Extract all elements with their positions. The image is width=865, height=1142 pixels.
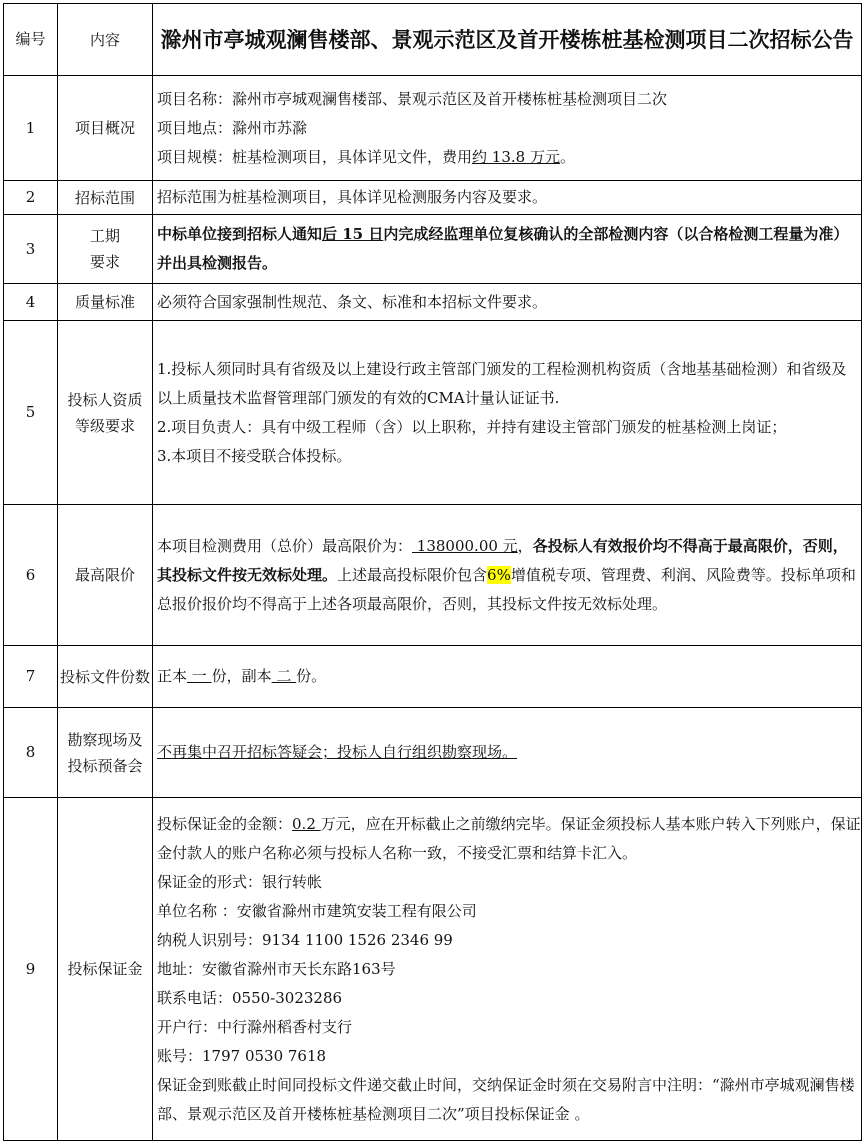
- header-content: 内容: [58, 4, 153, 76]
- table-row-2: [4, 181, 862, 215]
- bond-account: 账号：1797 0530 7618: [157, 1046, 327, 1065]
- table-row-9: [4, 798, 862, 1141]
- max-price: 138000.00 元: [412, 536, 518, 555]
- row-label: 招标范围: [58, 181, 153, 215]
- quality-standard: 必须符合国家强制性规范、条文、标准和本招标文件要求。: [153, 284, 862, 321]
- tax-rate-highlight: 6%: [487, 565, 511, 584]
- project-name: 项目名称：滁州市亭城观澜售楼部、景观示范区及首开楼栋桩基检测项目二次: [157, 89, 668, 108]
- row-number: 4: [4, 284, 58, 321]
- bond-phone: 联系电话：0550-3023286: [157, 988, 343, 1007]
- row-label: 勘察现场及 投标预备会: [58, 708, 153, 798]
- row-label: 最高限价: [58, 505, 153, 646]
- table-row-3: [4, 215, 862, 284]
- bid-bond: [153, 798, 862, 1141]
- table-row-5: [4, 321, 862, 505]
- table-row-4: [4, 284, 862, 321]
- row-label: 质量标准: [58, 284, 153, 321]
- bond-amount: 投标保证金的金额：0.2 万元，应在开标截止之前缴纳完毕。保证金须投标人基本账户转入下列账户，保证金付款人的账户名称必须与投标人名称一致，不接受汇票和结算卡汇入。: [157, 814, 861, 862]
- row-label: 投标文件份数: [58, 646, 153, 708]
- bond-address: 地址：安徽省滁州市天长东路163号: [157, 959, 396, 978]
- table-row-7: [4, 646, 862, 708]
- bond-form: 保证金的形式：银行转帐: [157, 872, 323, 891]
- row-label: 投标人资质 等级要求: [58, 321, 153, 505]
- project-scale: 项目规模：桩基检测项目，具体详见文件，费用约 13.8 万元。: [157, 147, 575, 166]
- row-number: 2: [4, 181, 58, 215]
- row-number: 3: [4, 215, 58, 284]
- original-copies: 一: [187, 667, 212, 685]
- table-row-8: [4, 708, 862, 798]
- schedule-days: 后 15 日: [322, 225, 384, 243]
- row-number: 5: [4, 321, 58, 505]
- row-label: 项目概况: [58, 76, 153, 181]
- list-item: 1.投标人须同时具有省级及以上建设行政主管部门颁发的工程检测机构资质（含地基基础检测）和省级及以上质量技术监督管理部门颁发的有效的CMA计量认证证书.: [157, 359, 847, 407]
- header-num: 编号: [4, 4, 58, 76]
- tender-scope: 招标范围为桩基检测项目，具体详见检测服务内容及要求。: [153, 181, 862, 215]
- row-label: 工期 要求: [58, 215, 153, 284]
- copies-count: 正本 一 份，副本 二 份。: [153, 646, 862, 708]
- project-overview: [153, 76, 862, 181]
- bond-note: 保证金到账截止时间同投标文件递交截止时间，交纳保证金时须在交易附言中注明：“滁州市亭城观澜售楼部、景观示范区及首开楼栋桩基检测项目二次”项目投标保证金 。: [157, 1075, 855, 1123]
- row-number: 1: [4, 76, 58, 181]
- list-item: 2.项目负责人：具有中级工程师（含）以上职称，并持有建设主管部门颁发的桩基检测上岗证；: [157, 417, 787, 436]
- header-row: [4, 4, 862, 76]
- site-visit: 不再集中召开招标答疑会；投标人自行组织勘察现场。: [153, 708, 862, 798]
- project-fee: 约 13.8 万元: [472, 147, 560, 166]
- list-item: 3.本项目不接受联合体投标。: [157, 446, 352, 465]
- bond-taxid: 纳税人识别号：9134 1100 1526 2346 99: [157, 930, 453, 949]
- price-limit: 本项目检测费用（总价）最高限价为： 138000.00 元，各投标人有效报价均不得高于最高限价，否则，其投标文件按无效标处理。上述最高投标限价包含6%增值税专项、管理费、利润、风险费等。投标单项和总报价报价均不得高于上述各项最高限价，否则，其投标文件按无效标处理。: [153, 505, 862, 646]
- schedule-requirement: 中标单位接到招标人通知后 15 日内完成经监理单位复核确认的全部检测内容（以合格检测工程量为准）并出具检测报告。: [153, 215, 862, 284]
- tender-table: [3, 3, 862, 1141]
- project-location: 项目地点：滁州市苏滁: [157, 118, 308, 137]
- tender-document: [3, 3, 862, 1141]
- row-label: 投标保证金: [58, 798, 153, 1141]
- document-title: 滁州市亭城观澜售楼部、景观示范区及首开楼栋桩基检测项目二次招标公告: [153, 4, 862, 76]
- table-row-1: [4, 76, 862, 181]
- bond-unit: 单位名称 ：安徽省滁州市建筑安装工程有限公司: [157, 901, 477, 920]
- duplicate-copies: 二: [271, 667, 297, 685]
- bond-bank: 开户行：中行滁州稻香村支行: [157, 1017, 353, 1036]
- row-number: 7: [4, 646, 58, 708]
- qualification-requirements: [153, 321, 862, 505]
- row-number: 8: [4, 708, 58, 798]
- bond-amount-value: 0.2: [292, 814, 321, 833]
- table-row-6: [4, 505, 862, 646]
- row-number: 9: [4, 798, 58, 1141]
- row-number: 6: [4, 505, 58, 646]
